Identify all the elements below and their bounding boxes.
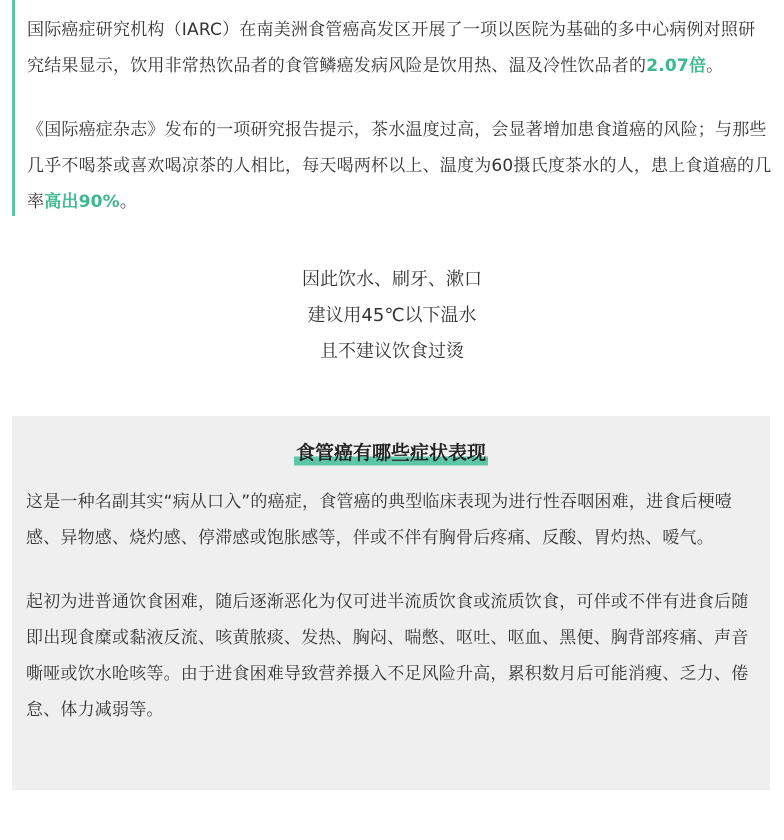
advice-line-2: 建议用45℃以下温水 <box>307 305 477 326</box>
risk-multiplier-highlight: 2.07倍 <box>646 56 707 76</box>
risk-increase-highlight: 高出90% <box>44 192 120 212</box>
iarc-study-paragraph <box>27 12 772 84</box>
advice-line-1: 因此饮水、刷牙、漱口 <box>302 269 482 290</box>
symptoms-title-wrap <box>26 438 756 468</box>
iarc-study-text: 国际癌症研究机构（IARC）在南美洲食管癌高发区开展了一项以医院为基础的多中心病例对照研究结果显示，饮用非常热饮品者的食管鳞癌发病风险是饮用热、温及冷性饮品者的 <box>27 20 756 76</box>
symptoms-paragraph-1: 这是一种名副其实“病从口入”的癌症，食管癌的典型临床表现为进行性吞咽困难，进食后梗噎感、异物感、烧灼感、停滞感或饱胀感等，伴或不伴有胸骨后疼痛、反酸、胃灼热、嗳气。 <box>26 492 733 548</box>
symptoms-paragraph-2: 起初为进普通饮食困难，随后逐渐恶化为仅可进半流质饮食或流质饮食，可伴或不伴有进食后随即出现食糜或黏液反流、咳黄脓痰、发热、胸闷、喘憋、呕吐、呕血、黑便、胸背部疼痛、声音嘶哑或饮水呛咳等。由于进食困难导致营养摄入不足风险升高，累积数月后可能消瘦、乏力、倦怠、体力减弱等。 <box>26 592 749 720</box>
advice-block <box>0 262 784 370</box>
iarc-study-end: 。 <box>706 56 724 76</box>
symptoms-title: 食管癌有哪些症状表现 <box>294 438 488 468</box>
tea-study-paragraph <box>27 112 772 220</box>
symptoms-section <box>12 416 770 790</box>
tea-study-end: 。 <box>119 192 138 212</box>
advice-line-3: 且不建议饮食过烫 <box>320 341 464 362</box>
tea-study-text: 《国际癌症杂志》发布的一项研究报告提示，茶水温度过高，会显著增加患食道癌的风险；与那些几乎不喝茶或喜欢喝凉茶的人相比，每天喝两杯以上、温度为60摄氏度茶水的人，患上食道癌的几率 <box>27 120 772 212</box>
research-quote-block <box>12 0 772 216</box>
